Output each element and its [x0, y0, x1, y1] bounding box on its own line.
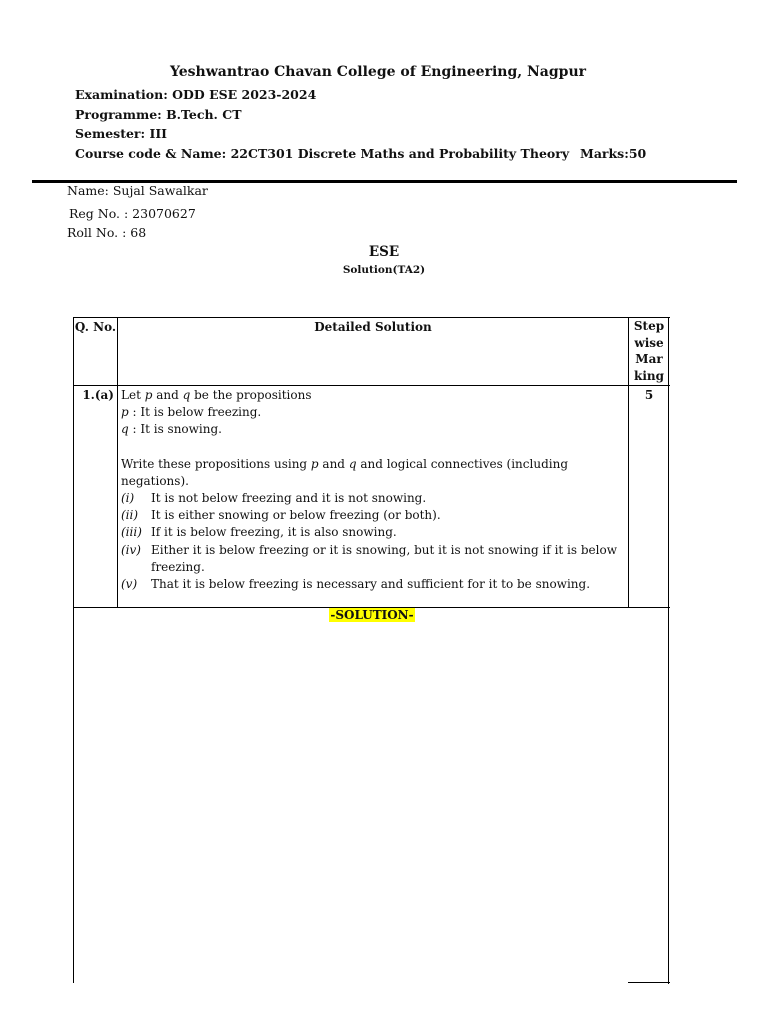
solution-highlight: -SOLUTION- — [330, 608, 414, 622]
question-item — [121, 490, 629, 507]
marking-header-line: wise — [634, 335, 664, 350]
question-number: 1.(a) — [82, 388, 114, 402]
examination-line: Examination: ODD ESE 2023-2024 — [75, 87, 317, 102]
var-p: p — [121, 405, 129, 420]
registration-number: Reg No. : 23070627 — [69, 206, 196, 221]
instruction-text: and — [318, 456, 349, 471]
question-item — [121, 542, 629, 576]
question-intro — [121, 387, 629, 404]
solution-header: Detailed Solution — [314, 320, 432, 334]
question-item — [121, 576, 629, 593]
var-p: p — [310, 456, 319, 471]
solution-label — [74, 608, 670, 622]
student-name: Name: Sujal Sawalkar — [67, 183, 208, 198]
programme-line: Programme: B.Tech. CT — [75, 107, 242, 122]
intro-text: Let — [121, 388, 145, 402]
table-bottom-stub — [628, 982, 670, 983]
qno-header: Q. No. — [74, 320, 117, 334]
semester-line: Semester: III — [75, 126, 168, 141]
solution-table — [73, 317, 670, 983]
item-number: (iii) — [121, 525, 142, 540]
course-line: Course code & Name: 22CT301 Discrete Maths and Probability Theory — [75, 146, 570, 161]
item-text: It is not below freezing and it is not snowing. — [151, 491, 427, 506]
proposition-q — [121, 421, 629, 438]
marking-header-line: Mar — [635, 352, 663, 366]
document-subtitle: Solution(TA2) — [342, 264, 426, 276]
item-number: (i) — [121, 491, 135, 506]
table-header-divider — [74, 385, 670, 386]
intro-text: and — [152, 388, 183, 402]
roll-number: Roll No. : 68 — [67, 225, 147, 240]
qno-column-divider — [117, 317, 118, 608]
question-instruction — [121, 456, 629, 490]
intro-text: be the propositions — [190, 388, 312, 402]
question-text — [121, 387, 629, 593]
marking-header-line: Step — [633, 319, 665, 333]
table-top-border — [74, 317, 670, 318]
question-marks: 5 — [644, 388, 654, 402]
proposition-p — [121, 404, 629, 421]
var-p: p — [144, 388, 153, 402]
instruction-text: Write these propositions using — [121, 456, 311, 471]
item-text: That it is below freezing is necessary and sufficient for it to be snowing. — [151, 577, 591, 592]
marking-header-line: king — [634, 368, 664, 383]
var-q: q — [121, 422, 129, 437]
table-right-border — [668, 317, 669, 984]
item-number: (v) — [121, 577, 138, 592]
document-title: ESE — [368, 244, 400, 260]
college-name: Yeshwantrao Chavan College of Engineering, Nagpur — [169, 64, 586, 80]
proposition-text: : It is below freezing. — [128, 405, 262, 420]
marking-header — [629, 318, 669, 384]
proposition-text: : It is snowing. — [128, 422, 222, 437]
question-item — [121, 507, 629, 524]
item-text: If it is below freezing, it is also snowing. — [151, 525, 397, 540]
item-number: (ii) — [121, 508, 139, 523]
total-marks: Marks:50 — [580, 146, 647, 161]
spacer — [121, 439, 629, 456]
question-item — [121, 524, 629, 541]
item-text: It is either snowing or below freezing (or both). — [151, 508, 441, 523]
var-q: q — [348, 456, 357, 471]
var-q: q — [182, 388, 191, 402]
item-number: (iv) — [121, 542, 141, 557]
instruction-text: and logical connectives (including negations). — [121, 456, 569, 488]
item-text: Either it is below freezing or it is snowing, but it is not snowing if it is below freezing. — [151, 542, 617, 574]
